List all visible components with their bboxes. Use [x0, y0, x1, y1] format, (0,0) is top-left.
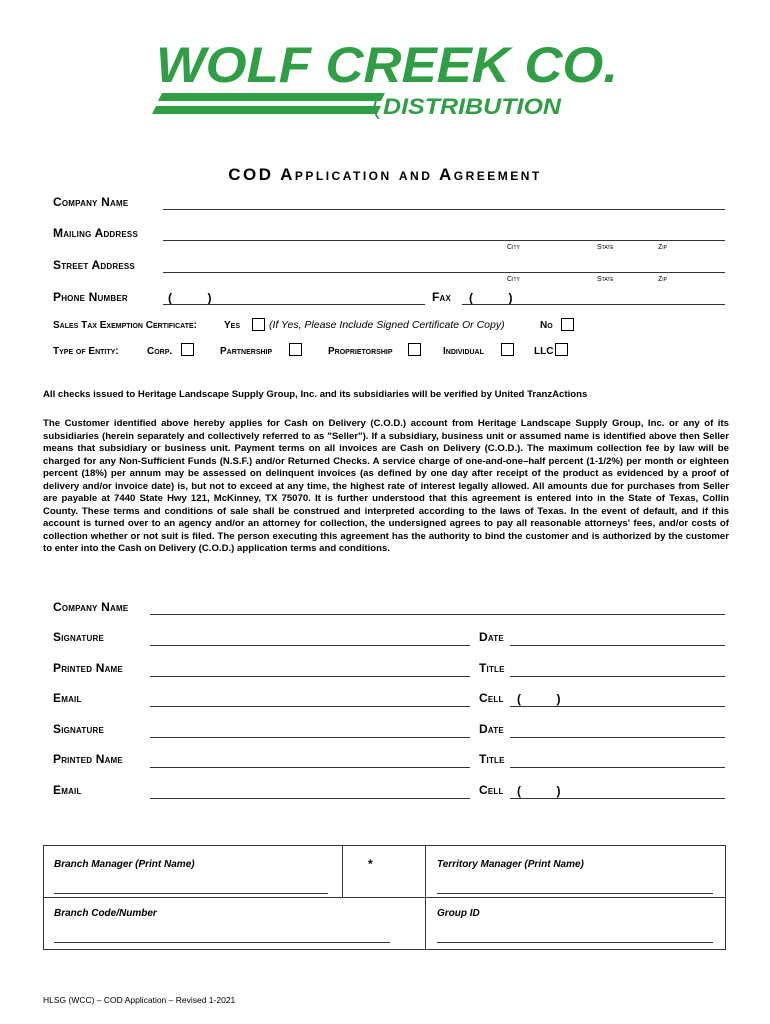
signature-2-label: Signature [53, 722, 104, 736]
email-1-field[interactable] [150, 706, 470, 707]
office-box-hrule [43, 897, 726, 898]
cell-2-parens: ( ) [517, 784, 561, 798]
logo-stripe-top [158, 93, 385, 101]
corp-label: Corp. [147, 346, 173, 357]
printed-name-2-label: Printed Name [53, 752, 123, 766]
office-box-divider-left [342, 845, 343, 898]
title-2-field[interactable] [510, 767, 725, 768]
partnership-checkbox[interactable] [289, 343, 302, 356]
company-logo [150, 40, 620, 125]
street-city-caption: City [507, 276, 520, 283]
street-address-label: Street Address [53, 258, 135, 272]
signature-1-field[interactable] [150, 645, 470, 646]
llc-label: LLC [534, 346, 554, 357]
street-address-field[interactable] [163, 272, 725, 273]
cell-1-label: Cell [479, 691, 504, 705]
entity-type-label: Type of Entity: [53, 346, 119, 357]
sign-company-name-field[interactable] [150, 614, 725, 615]
agreement-paragraph: The Customer identified above hereby applies for Cash on Delivery (C.O.D.) account from Heritage Landscape Supply Group, Inc. or any of its subsidiaries (herein separately and collectively referred to as "Seller"). If a subsidiary, business unit or assumed name is identified above then Seller means that subsidiary or business unit. Payment terms on all invoices are Cash on Delivery (C.O.D.). The maximum collection fee by law will be charged for any Non-Sufficient Funds (N.S.F.) and/or Returned Checks. A service charge of one-and-one–half percent (1-1/2%) per month or eighteen percent (18%) per annum may be assessed on delinquent invoices (as defined by one day after receipt of the product as evidenced by a proof of delivery and/or invoice date) is, but not to exceed at any time, the highest rate of interest legally allowed. All amounts due for purchases from Seller are payable at 7440 State Hwy 121, McKinney, TX 75070. It is further understood that this agreement is entered into in the State of Texas, Collin County. These terms and conditions of sale shall be construed and interpreted according to the laws of Texas. In the event of default, and if this account is turned over to an agency and/or an attorney for collection, the undersigned agrees to pay all reasonable attorneys' fees, and/or costs of collection whether or not suit is filed. The person executing this agreement has the authority to bind the customer and is authorized by the customer to enter into the Cash on Delivery (C.O.D.) application terms and conditions. [43, 418, 729, 554]
date-2-label: Date [479, 722, 504, 736]
printed-name-1-field[interactable] [150, 676, 470, 677]
company-name-field[interactable] [163, 209, 725, 210]
logo-division: DISTRIBUTION [383, 94, 563, 119]
branch-code-field[interactable] [54, 942, 390, 943]
sales-tax-yes-label: Yes [224, 320, 241, 331]
signature-1-label: Signature [53, 630, 104, 644]
phone-number-field[interactable] [163, 304, 425, 305]
fax-field[interactable] [462, 304, 725, 305]
date-1-label: Date [479, 630, 504, 644]
phone-parens: ( ) [168, 291, 212, 305]
sales-tax-label: Sales Tax Exemption Certificate: [53, 320, 197, 331]
email-1-label: Email [53, 691, 82, 705]
individual-label: Individual [443, 346, 484, 357]
street-zip-caption: Zip [658, 276, 667, 283]
office-box-bottom-divider [425, 897, 426, 950]
mailing-address-label: Mailing Address [53, 226, 138, 240]
territory-manager-field[interactable] [437, 893, 713, 894]
sales-tax-no-label: No [540, 320, 553, 331]
territory-manager-label: Territory Manager (Print Name) [437, 859, 584, 870]
logo-stripe-bottom [152, 106, 381, 114]
phone-number-label: Phone Number [53, 290, 128, 304]
mailing-state-caption: State [597, 244, 614, 251]
footer-revision: HLSG (WCC) – COD Application – Revised 1-2021 [43, 995, 236, 1005]
title-2-label: Title [479, 752, 505, 766]
cell-1-field[interactable] [510, 706, 725, 707]
fax-parens: ( ) [469, 291, 513, 305]
svg-text:(: ( [372, 93, 380, 120]
sales-tax-no-checkbox[interactable] [561, 318, 574, 331]
required-asterisk: * [368, 857, 373, 871]
title-1-label: Title [479, 661, 505, 675]
email-2-field[interactable] [150, 798, 470, 799]
group-id-label: Group ID [437, 908, 480, 919]
sign-company-name-label: Company Name [53, 600, 129, 614]
signature-2-field[interactable] [150, 737, 470, 738]
group-id-field[interactable] [437, 942, 713, 943]
mailing-address-field[interactable] [163, 240, 725, 241]
cell-2-label: Cell [479, 783, 504, 797]
cell-2-field[interactable] [510, 798, 725, 799]
office-box-divider-right [425, 845, 426, 898]
verification-notice: All checks issued to Heritage Landscape Supply Group, Inc. and its subsidiaries will be verified by United TranzActions [43, 389, 588, 400]
mailing-city-caption: City [507, 244, 520, 251]
title-1-field[interactable] [510, 676, 725, 677]
email-2-label: Email [53, 783, 82, 797]
sales-tax-yes-checkbox[interactable] [252, 318, 265, 331]
branch-manager-field[interactable] [54, 893, 328, 894]
cell-1-parens: ( ) [517, 692, 561, 706]
page-title: COD Application and Agreement [228, 165, 542, 184]
branch-manager-label: Branch Manager (Print Name) [54, 859, 195, 870]
corp-checkbox[interactable] [181, 343, 194, 356]
sales-tax-yes-note: (If Yes, Please Include Signed Certificate Or Copy) [269, 319, 505, 331]
fax-label: Fax [432, 290, 452, 304]
date-1-field[interactable] [510, 645, 725, 646]
mailing-zip-caption: Zip [658, 244, 667, 251]
street-state-caption: State [597, 276, 614, 283]
branch-code-label: Branch Code/Number [54, 908, 157, 919]
individual-checkbox[interactable] [501, 343, 514, 356]
date-2-field[interactable] [510, 737, 725, 738]
logo-company-name: WOLF CREEK CO. [156, 40, 618, 93]
llc-checkbox[interactable] [555, 343, 568, 356]
company-name-label: Company Name [53, 195, 129, 209]
printed-name-1-label: Printed Name [53, 661, 123, 675]
logo-graphic [150, 40, 620, 125]
proprietorship-checkbox[interactable] [408, 343, 421, 356]
partnership-label: Partnership [220, 346, 273, 357]
proprietorship-label: Proprietorship [328, 346, 393, 357]
printed-name-2-field[interactable] [150, 767, 470, 768]
